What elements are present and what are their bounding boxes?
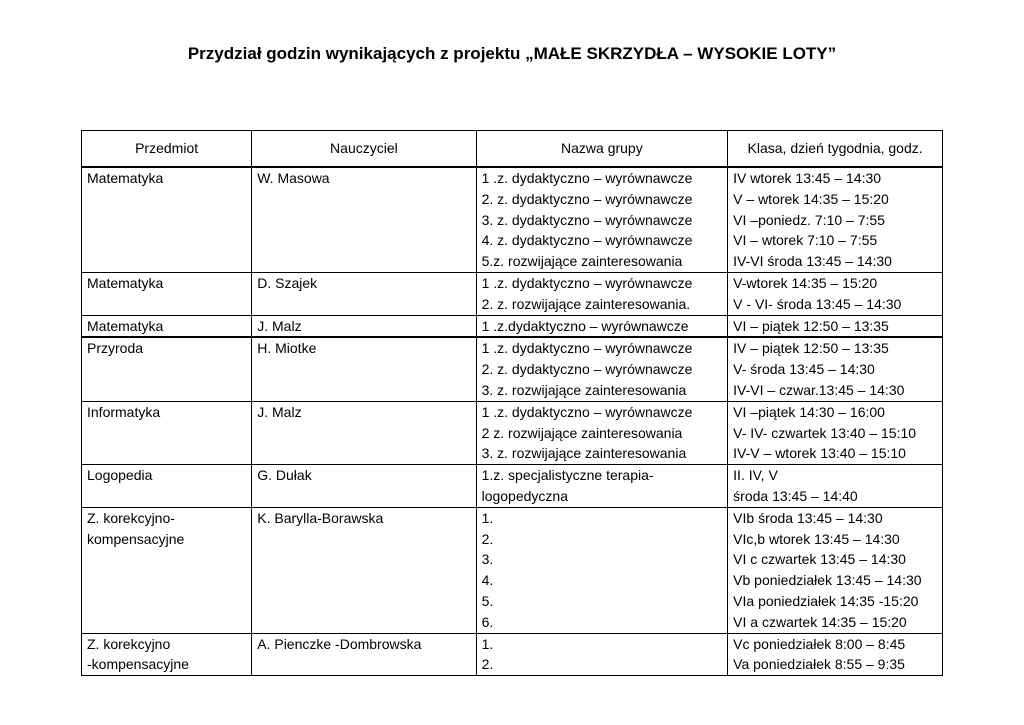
cell-line: J. Malz [257, 317, 302, 334]
cell-line: V-wtorek 14:35 – 15:20 [733, 274, 878, 291]
cell-line: 5.z. rozwijające zainteresowania [481, 253, 683, 270]
cell-nauczyciel [252, 633, 476, 676]
cell-line: IV-VI – czwar.13:45 – 14:30 [733, 381, 905, 398]
cell-line: 3. z. rozwijające zainteresowania [481, 445, 687, 462]
cell-line: 2. [481, 656, 494, 673]
cell-line: IV – piątek 12:50 – 13:35 [733, 340, 889, 357]
cell-przedmiot [82, 337, 252, 401]
cell-klasa-dzien-godz [728, 272, 943, 315]
cell-line: 1.z. specjalistyczne terapia- [481, 467, 654, 484]
cell-nazwa-grupy [476, 465, 728, 508]
cell-line: logopedyczna [481, 487, 568, 504]
header-nazwa-grupy: Nazwa grupy [476, 131, 728, 168]
cell-line: IV-V – wtorek 13:40 – 15:10 [733, 445, 906, 462]
cell-line: 1. [481, 635, 494, 652]
cell-nazwa-grupy [476, 633, 728, 676]
cell-line: H. Miotke [257, 340, 317, 357]
cell-nauczyciel [252, 401, 476, 464]
cell-przedmiot [82, 465, 252, 508]
cell-line: 3. z. rozwijające zainteresowania [481, 381, 687, 398]
cell-przedmiot [82, 315, 252, 337]
cell-nazwa-grupy [476, 507, 728, 633]
cell-line: VIb środa 13:45 – 14:30 [733, 509, 883, 526]
cell-nazwa-grupy [476, 337, 728, 401]
cell-line: VI –poniedz. 7:10 – 7:55 [733, 211, 885, 228]
cell-line: Matematyka [87, 274, 164, 291]
cell-line: Va poniedziałek 8:55 – 9:35 [733, 656, 905, 673]
cell-line: VIa poniedziałek 14:35 -15:20 [733, 592, 919, 609]
cell-line: V - VI- środa 13:45 – 14:30 [733, 295, 902, 312]
table-row [82, 633, 943, 676]
cell-nazwa-grupy [476, 315, 728, 337]
cell-line: 4. z. dydaktyczno – wyrównawcze [481, 232, 693, 249]
cell-nauczyciel [252, 337, 476, 401]
cell-line: II. IV, V [733, 467, 778, 484]
cell-klasa-dzien-godz [728, 401, 943, 464]
cell-przedmiot [82, 507, 252, 633]
cell-line: Logopedia [87, 467, 153, 484]
cell-line: Przyroda [87, 340, 144, 357]
cell-line: 1 .z. dydaktyczno – wyrównawcze [481, 340, 693, 357]
cell-line: 3. [481, 551, 494, 568]
cell-line: kompensacyjne [87, 530, 185, 547]
cell-line: Vc poniedziałek 8:00 – 8:45 [733, 635, 906, 652]
schedule-table [81, 130, 943, 676]
cell-line: IV wtorek 13:45 – 14:30 [733, 170, 882, 186]
table-body [82, 167, 943, 676]
cell-klasa-dzien-godz [728, 507, 943, 633]
cell-klasa-dzien-godz [728, 633, 943, 676]
cell-line: 3. z. dydaktyczno – wyrównawcze [481, 211, 693, 228]
page-title: Przydział godzin wynikających z projektu „MAŁE SKRZYDŁA – WYSOKIE LOTY” [187, 44, 837, 63]
cell-line: VI c czwartek 13:45 – 14:30 [733, 551, 906, 568]
table-row [82, 507, 943, 633]
cell-nazwa-grupy [476, 167, 728, 272]
cell-line: -kompensacyjne [87, 656, 189, 673]
cell-line: K. Barylla-Borawska [257, 509, 384, 526]
cell-line: 6. [481, 613, 494, 630]
cell-line: Matematyka [87, 170, 164, 186]
cell-line: Vb poniedziałek 13:45 – 14:30 [733, 572, 922, 589]
cell-line: 4. [481, 572, 494, 589]
table-row [82, 315, 943, 337]
cell-line: V- IV- czwartek 13:40 – 15:10 [733, 424, 917, 441]
cell-klasa-dzien-godz [728, 465, 943, 508]
cell-line: VIc,b wtorek 13:45 – 14:30 [733, 530, 900, 547]
cell-nazwa-grupy [476, 272, 728, 315]
cell-klasa-dzien-godz [728, 315, 943, 337]
cell-line: V- środa 13:45 – 14:30 [733, 361, 875, 378]
cell-nauczyciel [252, 465, 476, 508]
table-row [82, 167, 943, 272]
cell-line: Z. korekcyjno [87, 635, 171, 652]
cell-klasa-dzien-godz [728, 337, 943, 401]
cell-line: 1 .z. dydaktyczno – wyrównawcze [481, 170, 693, 186]
table-row [82, 272, 943, 315]
cell-nauczyciel [252, 507, 476, 633]
header-nauczyciel: Nauczyciel [252, 131, 476, 168]
cell-klasa-dzien-godz [728, 167, 943, 272]
cell-przedmiot [82, 401, 252, 464]
cell-line: VI –piątek 14:30 – 16:00 [733, 403, 885, 420]
cell-line: 2 z. rozwijające zainteresowania [481, 424, 683, 441]
cell-line: 2. z. dydaktyczno – wyrównawcze [481, 190, 693, 207]
table-row [82, 401, 943, 464]
cell-line: J. Malz [257, 403, 302, 420]
cell-line: Matematyka [87, 317, 164, 334]
cell-line: Z. korekcyjno- [87, 509, 175, 526]
cell-line: VI – wtorek 7:10 – 7:55 [733, 232, 878, 249]
cell-line: 2. z. rozwijające zainteresowania. [481, 295, 691, 312]
cell-line: 5. [481, 592, 494, 609]
cell-line: A. Pienczke -Dombrowska [257, 635, 422, 652]
table-row [82, 337, 943, 401]
cell-przedmiot [82, 167, 252, 272]
cell-nazwa-grupy [476, 401, 728, 464]
cell-line: 1 .z. dydaktyczno – wyrównawcze [481, 403, 693, 420]
cell-line: 1 .z.dydaktyczno – wyrównawcze [481, 317, 689, 334]
cell-line: Informatyka [87, 403, 161, 420]
cell-przedmiot [82, 633, 252, 676]
cell-nauczyciel [252, 167, 476, 272]
cell-nauczyciel [252, 272, 476, 315]
cell-line: 1. [481, 509, 494, 526]
cell-nauczyciel [252, 315, 476, 337]
cell-line: VI a czwartek 14:35 – 15:20 [733, 613, 907, 630]
header-przedmiot: Przedmiot [82, 131, 252, 168]
cell-line: V – wtorek 14:35 – 15:20 [733, 190, 889, 207]
cell-line: D. Szajek [257, 274, 318, 291]
cell-line: 1 .z. dydaktyczno – wyrównawcze [481, 274, 693, 291]
cell-line: 2. [481, 530, 494, 547]
cell-przedmiot [82, 272, 252, 315]
table-row [82, 465, 943, 508]
cell-line: środa 13:45 – 14:40 [733, 487, 858, 504]
table-header-row [82, 131, 943, 168]
cell-line: IV-VI środa 13:45 – 14:30 [733, 253, 892, 270]
header-klasa-dzien-godz: Klasa, dzień tygodnia, godz. [728, 131, 943, 168]
cell-line: VI – piątek 12:50 – 13:35 [733, 317, 889, 334]
cell-line: G. Dułak [257, 467, 312, 484]
cell-line: 2. z. dydaktyczno – wyrównawcze [481, 361, 693, 378]
cell-line: W. Masowa [257, 170, 330, 186]
